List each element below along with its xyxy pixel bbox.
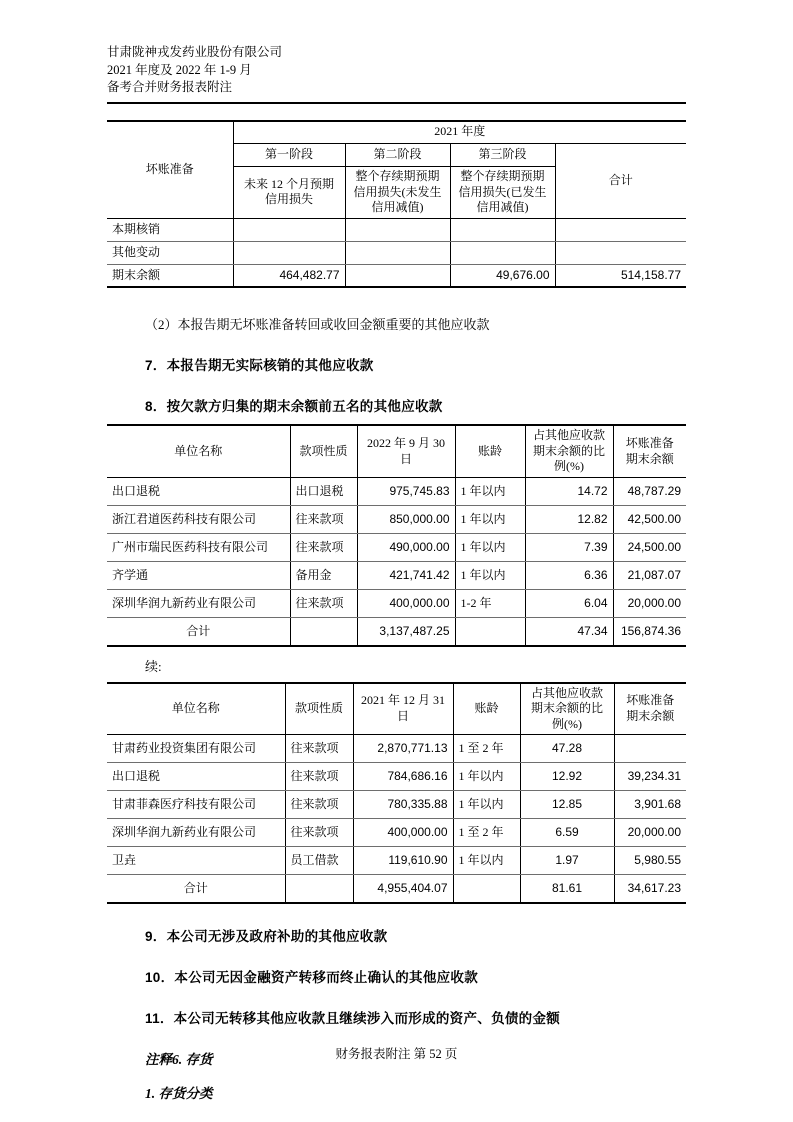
- table-cell: [555, 241, 686, 264]
- table-cell: 甘肃菲森医疗科技有限公司: [107, 791, 285, 819]
- continued-label: 续:: [145, 658, 162, 674]
- column-header: 账龄: [453, 683, 520, 735]
- table-cell: 24,500.00: [613, 534, 686, 562]
- table-cell: 6.59: [520, 819, 614, 847]
- table-cell: 齐学通: [107, 562, 290, 590]
- table-row: [107, 241, 686, 264]
- table-cell: 4,955,404.07: [353, 875, 453, 903]
- table-cell: [450, 218, 555, 241]
- column-header: 款项性质: [290, 425, 357, 477]
- table-cell: 1 年以内: [453, 847, 520, 875]
- table-cell: 2,870,771.13: [353, 735, 453, 763]
- table-cell: [233, 218, 345, 241]
- row-label: 期末余额: [112, 267, 161, 282]
- note6-subheading1: 1. 存货分类: [145, 1085, 213, 1101]
- table-cell: 12.85: [520, 791, 614, 819]
- table-cell: 往来款项: [285, 763, 353, 791]
- heading-item10: 10．本公司无因金融资产转移而终止确认的其他应收款: [145, 969, 479, 985]
- table-cell: 深圳华润九新药业有限公司: [107, 819, 285, 847]
- stage-description: 未来 12 个月预期信用损失: [233, 167, 345, 219]
- table-cell: 20,000.00: [613, 590, 686, 618]
- row-label: 其他变动: [107, 241, 233, 264]
- table-cell: 往来款项: [285, 735, 353, 763]
- table-cell: 出口退税: [290, 478, 357, 506]
- table-cell: 往来款项: [290, 590, 357, 618]
- table-cell: 47.34: [525, 618, 613, 646]
- table-row: [107, 506, 686, 534]
- heading-item11: 11．本公司无转移其他应收款且继续涉入而形成的资产、负债的金额: [145, 1010, 561, 1026]
- table-cell: [345, 264, 450, 287]
- top5-receivables-table-2021: [107, 682, 686, 904]
- paragraph-no-reversal: （2）本报告期无坏账准备转回或收回金额重要的其他应收款: [145, 317, 490, 333]
- header-rule: [107, 102, 686, 104]
- company-name: 甘肃陇神戎发药业股份有限公司: [107, 45, 283, 59]
- table-cell: 975,745.83: [357, 478, 455, 506]
- table-cell: 48,787.29: [613, 478, 686, 506]
- top5-receivables-table-2022: [107, 424, 686, 646]
- table-cell: 6.04: [525, 590, 613, 618]
- table-cell: 1 年以内: [455, 534, 525, 562]
- year-header: 2021 年度: [233, 121, 686, 144]
- note6-title: 注释6. 存货: [145, 1051, 213, 1067]
- table-cell: [555, 218, 686, 241]
- table-cell: 甘肃药业投资集团有限公司: [107, 735, 285, 763]
- table-header-row: [107, 425, 686, 477]
- table-cell: [345, 218, 450, 241]
- table-cell: 1 年以内: [453, 791, 520, 819]
- table-cell: 卫垚: [107, 847, 285, 875]
- table-row: [107, 264, 686, 287]
- table-row: [107, 791, 686, 819]
- column-header-text: 坏账准备期末余额: [625, 436, 674, 466]
- table-cell: [614, 735, 686, 763]
- table-cell: 1.97: [520, 847, 614, 875]
- column-header: 款项性质: [285, 683, 353, 735]
- table-cell: 往来款项: [285, 791, 353, 819]
- table-total-row: [107, 618, 686, 646]
- document-header: [107, 44, 686, 97]
- table-cell: 49,676.00: [450, 264, 555, 287]
- table-cell: 119,610.90: [353, 847, 453, 875]
- stage-header: 第一阶段: [233, 144, 345, 167]
- report-title: 备考合并财务报表附注: [107, 80, 233, 94]
- table-cell: 广州市瑞民医药科技有限公司: [107, 534, 290, 562]
- stage-header: 第二阶段: [345, 144, 450, 167]
- column-header: 2022 年 9 月 30 日: [357, 425, 455, 477]
- table-cell: 34,617.23: [614, 875, 686, 903]
- table-row: [107, 590, 686, 618]
- table-cell: [233, 241, 345, 264]
- stage-description: 整个存续期预期信用损失(已发生信用减值): [450, 167, 555, 219]
- column-header: 2021 年 12 月 31 日: [353, 683, 453, 735]
- column-header: 单位名称: [107, 683, 285, 735]
- table-cell: 850,000.00: [357, 506, 455, 534]
- table-cell: 浙江君道医药科技有限公司: [107, 506, 290, 534]
- table-cell: 12.92: [520, 763, 614, 791]
- table-row: [107, 763, 686, 791]
- stage-header: 第三阶段: [450, 144, 555, 167]
- table-cell: [453, 875, 520, 903]
- table-cell: 400,000.00: [353, 819, 453, 847]
- table-cell: 3,137,487.25: [357, 618, 455, 646]
- table-cell: 1 年以内: [453, 763, 520, 791]
- table-cell: 514,158.77: [555, 264, 686, 287]
- table-cell: 1-2 年: [455, 590, 525, 618]
- table-cell: 14.72: [525, 478, 613, 506]
- table-cell: 42,500.00: [613, 506, 686, 534]
- table-cell: [345, 241, 450, 264]
- table-cell: 深圳华润九新药业有限公司: [107, 590, 290, 618]
- report-period: 2021 年度及 2022 年 1-9 月: [107, 62, 252, 77]
- column-header: 账龄: [455, 425, 525, 477]
- table-cell: 490,000.00: [357, 534, 455, 562]
- row-label: 本期核销: [107, 218, 233, 241]
- table-cell: 往来款项: [290, 534, 357, 562]
- table-cell: 39,234.31: [614, 763, 686, 791]
- table-cell: [455, 618, 525, 646]
- total-header: 合计: [555, 144, 686, 219]
- heading-item9: 9．本公司无涉及政府补助的其他应收款: [145, 928, 388, 944]
- table-cell: 12.82: [525, 506, 613, 534]
- table-cell: [290, 618, 357, 646]
- table-cell: 20,000.00: [614, 819, 686, 847]
- table-cell: 400,000.00: [357, 590, 455, 618]
- table-cell: 421,741.42: [357, 562, 455, 590]
- table-cell: 156,874.36: [613, 618, 686, 646]
- total-label: 合计: [186, 623, 211, 638]
- table-cell: 784,686.16: [353, 763, 453, 791]
- table-cell: 出口退税: [107, 478, 290, 506]
- table-row: [107, 819, 686, 847]
- table-total-row: [107, 875, 686, 903]
- table-row: [107, 218, 686, 241]
- table-cell: 1 年以内: [455, 478, 525, 506]
- table-cell: 81.61: [520, 875, 614, 903]
- table-row: [107, 121, 686, 144]
- table-cell: 往来款项: [285, 819, 353, 847]
- table-cell: 3,901.68: [614, 791, 686, 819]
- stage-description: 整个存续期预期信用损失(未发生信用减值): [345, 167, 450, 219]
- table-cell: 1 至 2 年: [453, 735, 520, 763]
- table-cell: [285, 875, 353, 903]
- table-cell: 备用金: [290, 562, 357, 590]
- page-footer: 财务报表附注 第 52 页: [335, 1047, 458, 1061]
- total-label: 合计: [183, 880, 208, 895]
- table-cell: [450, 241, 555, 264]
- column-header: [613, 425, 686, 477]
- table-cell: 1 至 2 年: [453, 819, 520, 847]
- column-header: 单位名称: [107, 425, 290, 477]
- table-cell: 464,482.77: [233, 264, 345, 287]
- table-cell: 47.28: [520, 735, 614, 763]
- heading-item7: 7．本报告期无实际核销的其他应收款: [145, 358, 374, 374]
- table-row: [107, 847, 686, 875]
- column-header: 占其他应收款期末余额的比例(%): [520, 683, 614, 735]
- bad-debt-allowance-table: [107, 120, 686, 289]
- table-header-row: [107, 683, 686, 735]
- table-cell: 21,087.07: [613, 562, 686, 590]
- table-cell: 6.36: [525, 562, 613, 590]
- table-row: [107, 534, 686, 562]
- table-cell: 1 年以内: [455, 562, 525, 590]
- table-cell: 1 年以内: [455, 506, 525, 534]
- table-cell: 往来款项: [290, 506, 357, 534]
- table-cell: 7.39: [525, 534, 613, 562]
- corner-header: 坏账准备: [107, 121, 233, 219]
- column-header: 占其他应收款期末余额的比例(%): [525, 425, 613, 477]
- column-header: [614, 683, 686, 735]
- table-row: [107, 562, 686, 590]
- table-cell: 780,335.88: [353, 791, 453, 819]
- table-row: [107, 478, 686, 506]
- table-row: [107, 735, 686, 763]
- column-header-text: 坏账准备期末余额: [626, 693, 675, 723]
- heading-item8: 8．按欠款方归集的期末余额前五名的其他应收款: [145, 399, 443, 415]
- table-cell: 5,980.55: [614, 847, 686, 875]
- table-cell: 出口退税: [107, 763, 285, 791]
- table-cell: 员工借款: [285, 847, 353, 875]
